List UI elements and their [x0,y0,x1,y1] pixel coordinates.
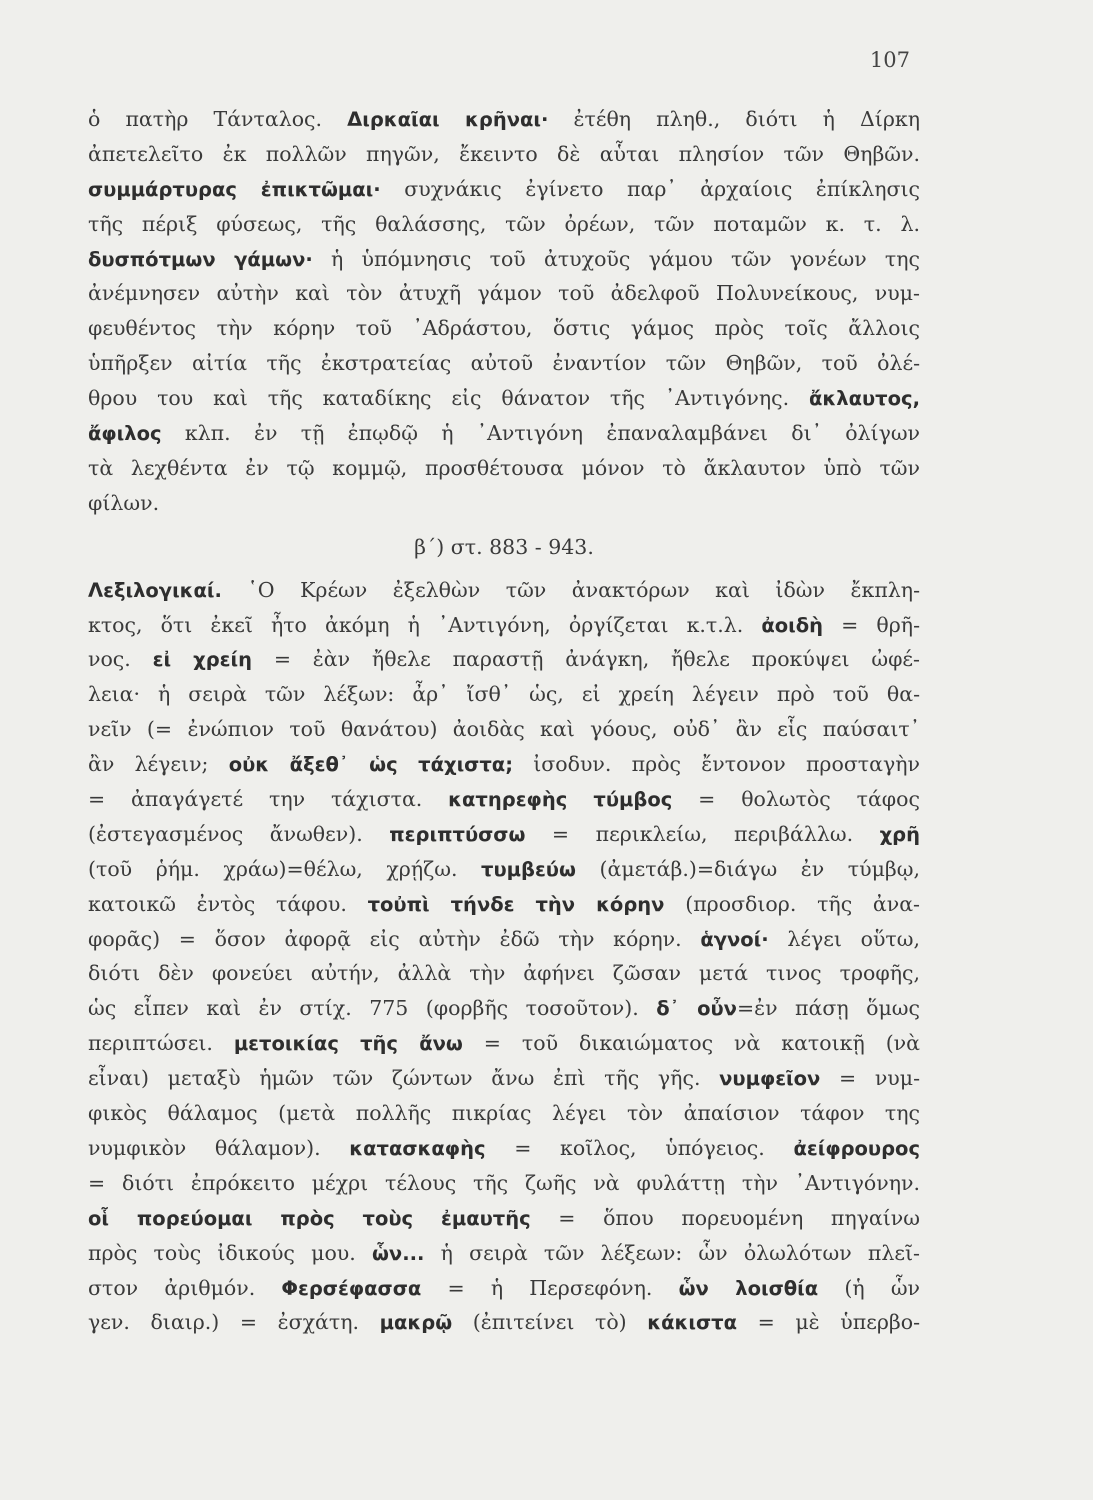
text-line [88,887,920,922]
commentary-text: (ἐστεγασμένος ἄνωθεν). [88,821,390,846]
lemma-term: νυμφεῖον [719,1067,821,1091]
commentary-text: = θολωτὸς τάφος [672,787,920,812]
text-line [88,311,920,346]
text-line [88,712,920,747]
text-line [88,276,920,311]
text-line [88,677,920,712]
text-line [88,486,920,521]
text-line [88,172,920,207]
commentary-text: φίλων. [88,490,160,515]
commentary-text: = περικλείω, περιβάλλω. [525,821,880,846]
lemma-term: δυσπότμων γάμων· [88,247,313,271]
commentary-text: στον ἀριθμόν. [88,1275,282,1300]
commentary-text: ἰσοδυν. πρὸς ἔντονον προσταγὴν [513,752,920,777]
lemma-term: δ᾽ οὖν [656,997,737,1021]
lemma-term: οὐκ ἄξεθ᾽ ὡς τάχιστα; [228,753,513,777]
commentary-text: (ἀμετάβ.)=διάγω ἐν τύμβῳ, [575,856,920,881]
lemma-term: τυμβεύω [481,857,576,881]
text-line [88,991,920,1026]
text-line [88,102,920,137]
commentary-text: διότι δὲν φονεύει αὐτήν, ἀλλὰ τὴν ἀφήνει ζῶσαν μετά τινος τροφῆς, [88,961,920,986]
text-line [88,956,920,991]
document-body [88,102,920,1340]
lemma-term: Διρκαῖαι κρῆναι· [347,108,549,131]
commentary-text: κτος, ὅτι ἐκεῖ ἦτο ἀκόμη ἡ ᾽Αντιγόνη, ὀργίζεται κ.τ.λ. [88,612,762,637]
commentary-text: ἀνέμνησεν αὐτὴν καὶ τὸν ἀτυχῆ γάμον τοῦ ἀδελφοῦ Πολυνείκους, νυμ- [88,281,920,306]
commentary-text: θρου του καὶ τῆς καταδίκης εἰς θάνατον τῆς ᾽Αντιγόνης. [88,386,810,411]
lemma-term: μακρῷ [379,1311,453,1335]
commentary-text: = θρῆ- [823,612,921,637]
commentary-text: ὁ πατὴρ Τάνταλος. [88,107,348,131]
lemma-term: ἄκλαυτος, [809,387,920,411]
lemma-term: ἀείφρουρος [793,1136,921,1160]
commentary-text: περιπτώσει. [88,1031,234,1056]
commentary-text: φορᾶς) = ὅσον ἀφορᾷ εἰς αὐτὴν ἐδῶ τὴν κόρην. [88,926,701,951]
text-line [88,747,920,782]
lemma-term: συμμάρτυρας ἐπικτῶμαι· [88,177,381,201]
text-line [88,922,920,957]
commentary-text: = μὲ ὑπερβο- [736,1310,920,1335]
commentary-text: ἐτέθη πληθ., διότι ἡ Δίρκη [548,107,920,131]
commentary-text: λεια· ἡ σειρὰ τῶν λέξων: ἆρ᾽ ἴσθ᾽ ὡς, εἰ χρείη λέγειν πρὸ τοῦ θα- [88,682,920,707]
commentary-text: εἶναι) μεταξὺ ἡμῶν τῶν ζώντων ἄνω ἐπὶ τῆς γῆς. [88,1066,720,1091]
text-line [88,207,920,242]
commentary-text: = ἐὰν ἤθελε παραστῇ ἀνάγκη, ἤθελε προκύψει ὠφέ- [252,647,920,672]
commentary-text: = ὅπου πορευομένη πηγαίνω [530,1205,920,1230]
text-line [88,1061,920,1096]
lemma-term: Φερσέφασσα [281,1276,422,1300]
lemma-term: ἀοιδὴ [761,613,824,637]
lemma-term: ὧν λοισθία [678,1276,819,1300]
page-number: 107 [869,48,910,72]
text-line [88,137,920,172]
commentary-text: = τοῦ δικαιώματος νὰ κατοικῇ (νὰ [462,1031,920,1056]
lemma-term: ἁγνοί· [700,927,769,951]
text-line [88,381,920,416]
commentary-text: γεν. διαιρ.) = ἐσχάτη. [88,1310,380,1335]
commentary-text: κλπ. ἐν τῇ ἐπῳδῷ ἡ ᾽Αντιγόνη ἐπαναλαμβάνει δι᾽ ὀλίγων [161,421,920,446]
text-line [88,642,920,677]
text-line [88,1201,920,1236]
commentary-text: = κοῖλος, ὑπόγειος. [485,1135,794,1160]
text-line [88,451,920,486]
lemma-term: περιπτύσσω [389,822,526,846]
commentary-text: λέγει οὕτω, [768,926,920,951]
text-line [88,817,920,852]
lemma-term: τοὐπὶ τήνδε τὴν κόρην [367,892,665,916]
commentary-text: νος. [88,647,153,672]
commentary-text: (ἐπιτείνει τὸ) [452,1310,648,1335]
text-line [88,1305,920,1340]
commentary-text: (ἡ ὧν [818,1275,921,1300]
text-line [88,1236,920,1271]
commentary-text: = ἡ Περσεφόνη. [421,1275,679,1300]
section-heading: β΄) στ. 883 - 943. [414,534,594,559]
commentary-text: ὡς εἶπεν καὶ ἐν στίχ. 775 (φορβῆς τοσοῦτον). [88,996,657,1021]
text-line [88,416,920,451]
lemma-term: χρῆ [879,822,921,846]
commentary-text: ἂν λέγειν; [88,752,229,777]
lemma-term: κατασκαφὴς [349,1136,486,1160]
text-line [88,1026,920,1061]
commentary-text: τὰ λεχθέντα ἐν τῷ κομμῷ, προσθέτουσα μόνον τὸ ἄκλαυτον ὑπὸ τῶν [88,455,920,480]
lemma-term: ὧν... [371,1241,425,1265]
text-line [88,346,920,381]
lemma-term: κάκιστα [647,1311,737,1335]
lemma-term: εἰ χρείη [152,648,253,672]
commentary-text: ῾Ο Κρέων ἐξελθὼν τῶν ἀνακτόρων καὶ ἰδὼν ἔκπλη- [221,577,920,602]
commentary-text: πρὸς τοὺς ἰδικούς μου. [88,1240,372,1265]
commentary-text: = ἀπαγάγετέ την τάχιστα. [88,787,449,812]
lemma-term: ἄφιλος [88,422,162,446]
text-line [88,1166,920,1201]
commentary-text: ἡ ὑπόμνησις τοῦ ἀτυχοῦς γάμου τῶν γονέων της [312,246,920,271]
commentary-text: νεῖν (= ἐνώπιον τοῦ θανάτου) ἀοιδὰς καὶ γόους, οὐδ᾽ ἂν εἷς παύσαιτ᾽ [88,717,920,742]
commentary-text: νυμφικὸν θάλαμον). [88,1135,350,1160]
commentary-text: τῆς πέριξ φύσεως, τῆς θαλάσσης, τῶν ὀρέων, τῶν ποταμῶν κ. τ. λ. [88,211,920,236]
commentary-text: ἀπετελεῖτο ἐκ πολλῶν πηγῶν, ἔκειντο δὲ αὗται πλησίον τῶν Θηβῶν. [88,141,920,166]
lemma-term: μετοικίας τῆς ἄνω [233,1032,463,1056]
text-line [88,1271,920,1306]
commentary-text: φευθέντος τὴν κόρην τοῦ ᾽Αδράστου, ὅστις γάμος πρὸς τοῖς ἄλλοις [88,316,920,341]
commentary-text: φικὸς θάλαμος (μετὰ πολλῆς πικρίας λέγει τὸν ἀπαίσιον τάφον της [88,1101,920,1126]
commentary-text: = νυμ- [820,1066,921,1091]
text-line [88,1131,920,1166]
commentary-text: (προσδιορ. τῆς ἀνα- [664,891,920,916]
commentary-text: =ἐν πάσῃ ὅμως [736,996,920,1021]
text-line [88,242,920,277]
commentary-text: = διότι ἐπρόκειτο μέχρι τέλους τῆς ζωῆς νὰ φυλάττῃ τὴν ᾽Αντιγόνην. [88,1170,920,1195]
text-line [88,782,920,817]
lemma-term: οἷ πορεύομαι πρὸς τοὺς ἐμαυτῆς [88,1206,531,1230]
text-line [88,852,920,887]
text-line [88,608,920,643]
commentary-text: συχνάκις ἐγίνετο παρ᾽ ἀρχαίοις ἐπίκλησις [380,176,920,201]
lemma-term: κατηρεφὴς τύμβος [448,788,673,812]
commentary-text: ἡ σειρὰ τῶν λέξεων: ὧν ὀλωλότων πλεῖ- [424,1240,920,1265]
lemma-term: Λεξιλογικαί. [88,578,222,602]
text-line [88,1096,920,1131]
text-line [88,573,920,608]
commentary-text: (τοῦ ῥήμ. χράω)=θέλω, χρῄζω. [88,856,482,881]
commentary-text: ὑπῆρξεν αἰτία τῆς ἐκστρατείας αὐτοῦ ἐναντίον τῶν Θηβῶν, τοῦ ὀλέ- [88,351,920,376]
commentary-text: κατοικῶ ἐντὸς τάφου. [88,891,368,916]
